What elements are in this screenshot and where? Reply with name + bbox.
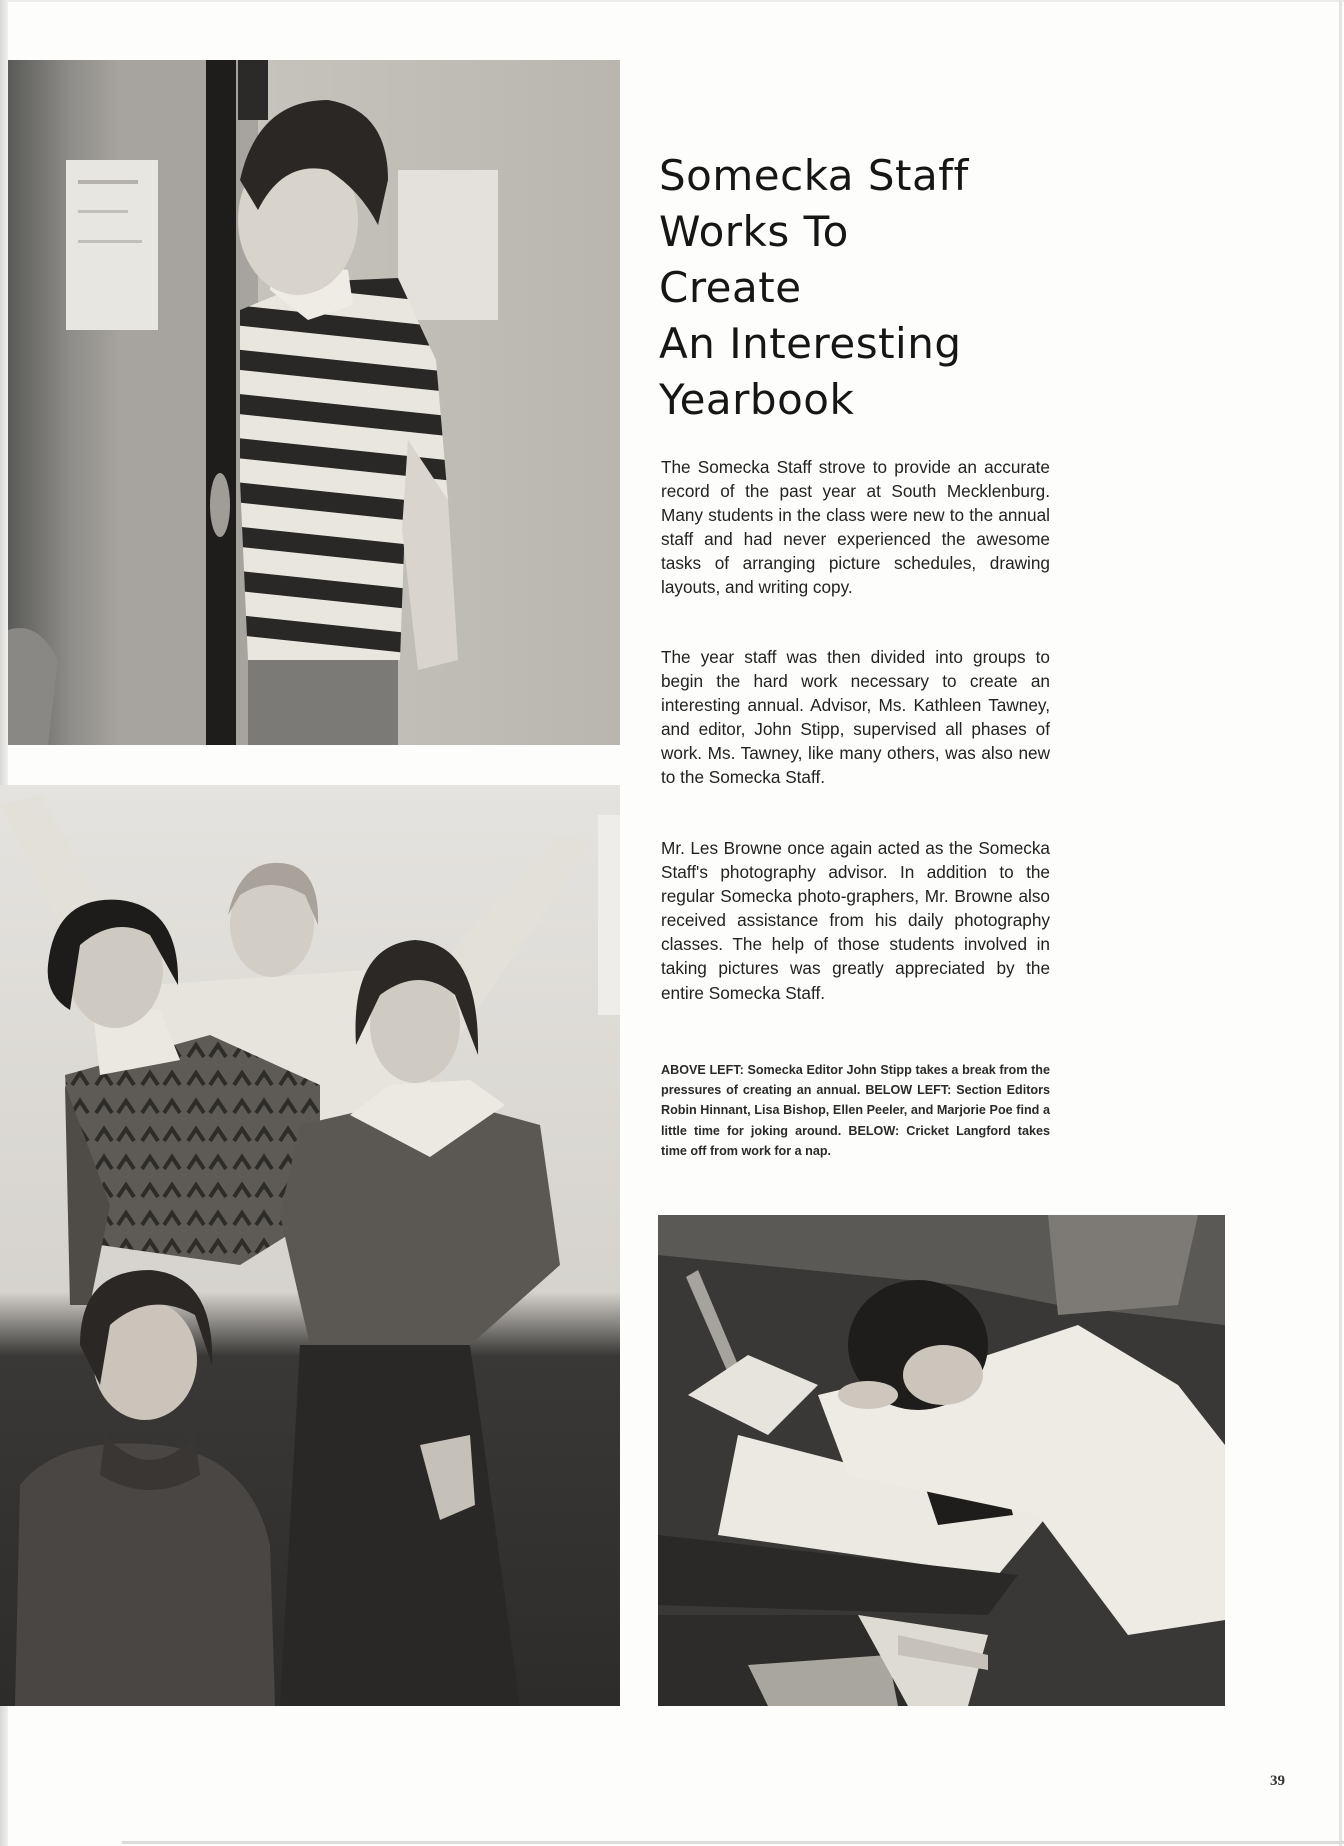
photo-image: [658, 1215, 1225, 1706]
photo-image: [8, 60, 620, 745]
headline-line: Yearbook: [659, 375, 855, 424]
photo-cricket-langford-nap: [658, 1215, 1225, 1706]
headline-line: Works To: [659, 207, 849, 256]
page-bottom-edge: [122, 1841, 1344, 1844]
headline-line: An Interesting: [659, 319, 962, 368]
page-number: 39: [1270, 1773, 1285, 1789]
photo-editor-john-stipp: [8, 60, 620, 745]
headline-line: Somecka Staff: [659, 151, 969, 200]
photo-image: [0, 785, 620, 1706]
body-paragraph: Mr. Les Browne once again acted as the Somecka Staff's photography advisor. In addition to the regular Somecka photo-graphers, Mr. Browne also received assistance from his daily photography classes. The help of those students involved in taking pictures was greatly appreciated by the entire Somecka Staff.: [661, 838, 1050, 1003]
article-headline: [659, 148, 1059, 428]
body-paragraph: The year staff was then divided into groups to begin the hard work necessary to create an interesting annual. Advisor, Ms. Kathleen Tawney, and editor, John Stipp, supervised all phases of work. Ms. Tawney, like many others, was also new to the Somecka Staff.: [661, 647, 1050, 788]
body-paragraph: The Somecka Staff strove to provide an accurate record of the past year at South Mecklenburg. Many students in the class were new to the annual staff and had never experienced the awesome tasks of arranging picture schedules, drawing layouts, and writing copy.: [661, 457, 1050, 598]
page-right-edge: [1339, 0, 1342, 1846]
headline-line: Create: [659, 263, 802, 312]
photo-caption: ABOVE LEFT: Somecka Editor John Stipp takes a break from the pressures of creating an annual. BELOW LEFT: Section Editors Robin Hinnant, Lisa Bishop, Ellen Peeler, and Marjorie Poe find a little time for joking around. BELOW: Cricket Langford takes time off from work for a nap.: [661, 1063, 1050, 1158]
page-top-edge: [8, 0, 1344, 2]
photo-section-editors: [0, 785, 620, 1706]
